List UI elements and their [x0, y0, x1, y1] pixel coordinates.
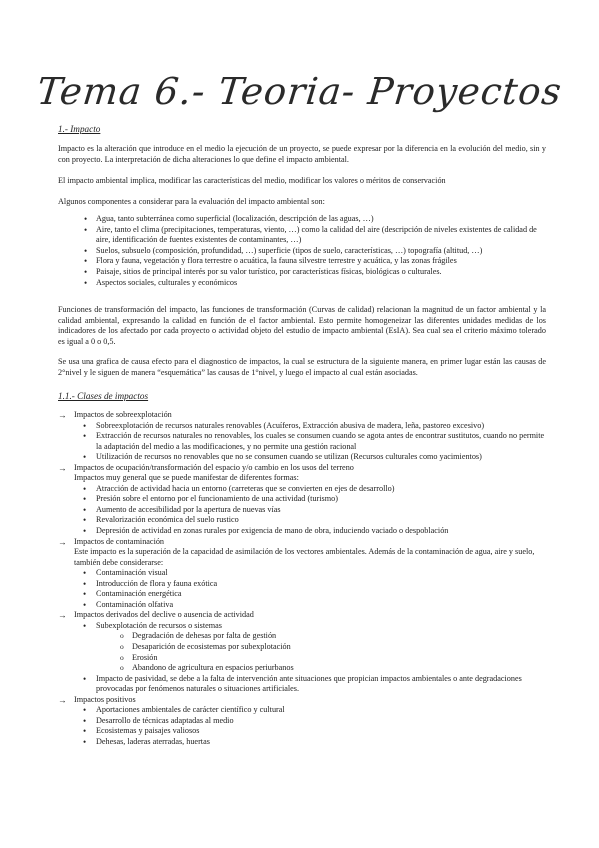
list-item: • Agua, tanto subterránea como superficial (localización, descripción de las aguas, …) — [58, 214, 546, 225]
list-item: • Contaminación visual — [74, 568, 548, 579]
paragraph-impacto-definicion: Impacto es la alteración que introduce en el medio la ejecución de un proyecto, se puede expresar por la diferencia en la evolución del medio, sin y con proyecto. La interpretación de dicha alteraciones lo que define el impacto ambiental. — [58, 144, 546, 164]
impact-group-note: Impactos muy general que se puede manifestar de diferentes formas: — [74, 473, 299, 483]
paragraph-impacto-implica: El impacto ambiental implica, modificar las características del medio, modificar los valores o méritos de conservación — [58, 176, 446, 185]
list-item: • Depresión de actividad en zonas rurales por exigencia de mano de obra, induciendo vaciado o despoblación — [74, 526, 548, 537]
list-item: • Sobreexplotación de recursos naturales renovables (Acuíferos, Extracción abusiva de madera, leña, pastoreo excesivo) — [74, 421, 548, 432]
list-item: • Presión sobre el entorno por el funcionamiento de una actividad (turismo) — [74, 494, 548, 505]
list-item: • Aportaciones ambientales de carácter científico y cultural — [74, 705, 548, 716]
componentes-list — [58, 214, 546, 288]
list-item: • Contaminación energética — [74, 589, 548, 600]
list-item: • Utilización de recursos no renovables que no se consumen cuando se utilizan (Recursos culturales como yacimientos) — [74, 452, 548, 463]
impact-group-label: Impactos de sobreexplotación — [74, 410, 172, 419]
arrow-icon: → — [58, 536, 67, 547]
sub-list-item: o Desaparición de ecosistemas por subexplotación — [96, 642, 548, 653]
impact-group — [58, 463, 548, 537]
impact-group — [58, 410, 548, 463]
list-item: • Paisaje, sitios de principal interés por su valor turístico, por características físicas, biológicas o culturales. — [58, 267, 546, 278]
list-item: • Revalorización económica del suelo rustico — [74, 515, 548, 526]
sub-list-item: o Erosión — [96, 653, 548, 664]
list-item: • Introducción de flora y fauna exótica — [74, 579, 548, 590]
impact-group — [58, 610, 548, 694]
list-item: • Aspectos sociales, culturales y económicos — [58, 278, 546, 289]
list-item: • Atracción de actividad hacia un entorno (carreteras que se convierten en ejes de desarrollo) — [74, 484, 548, 495]
list-item: • Ecosistemas y paisajes valiosos — [74, 726, 548, 737]
impact-group-note: Este impacto es la superación de la capacidad de asimilación de los vectores ambientales. Además de la contaminación de agua, aire y suelo, también debe considerarse: — [74, 547, 535, 567]
impact-group-label: Impactos de ocupación/transformación del espacio y/o cambio en los usos del terreno — [74, 462, 354, 472]
list-item: • Suelos, subsuelo (composición, profundidad, …) superficie (tipos de suelo, características, …) topografía (altitud, …) — [58, 246, 546, 257]
paragraph-causa-efecto: Se usa una grafica de causa efecto para el diagnostico de impactos, la cual se estructura de la siguiente manera, en primer lugar están las causas de 2°nivel y le siguen de manera “esquemática” las causas de 1°nivel, y luego el impacto al cual están asociadas. — [58, 357, 546, 377]
arrow-icon: → — [58, 610, 67, 621]
list-item: • Extracción de recursos naturales no renovables, los cuales se consumen cuando se agota antes de encontrar sustitutos, cuando no permite la adaptación del medio a las modificaciones, y no permite una gestión racional — [74, 431, 548, 452]
section-heading-clases: 1.1.- Clases de impactos — [58, 391, 149, 401]
list-item: • Impacto de pasividad, se debe a la falta de intervención ante situaciones que propician impactos ambientales o ante degradaciones provocadas por fenómenos naturales o situaciones artificiales. — [74, 674, 548, 695]
arrow-icon: → — [58, 694, 67, 705]
paragraph-funciones-transformacion: Funciones de transformación del impacto, las funciones de transformación (Curvas de calidad) relacionan la magnitud de un factor ambiental y la calidad ambiental, expresando la calidad en función de el factor ambiental. Esto permite homogeneizar las diferentes unidades medidas de los indicadores de los afectado por cada proyecto o actividad objeto del estudio de impacto ambiental (EsIA). Sea cual sea el criterio máximo tolerado es igual a 0 o 0,5. — [58, 305, 546, 346]
paragraph-componentes-intro: Algunos componentes a considerar para la evaluación del impacto ambiental son: — [58, 197, 325, 206]
list-item — [74, 621, 548, 674]
list-item: • Dehesas, laderas aterradas, huertas — [74, 737, 548, 748]
list-item: • Aumento de accesibilidad por la apertura de nuevas vías — [74, 505, 548, 516]
arrow-icon: → — [58, 462, 67, 473]
sub-list-item: o Abandono de agricultura en espacios periurbanos — [96, 663, 548, 674]
page-title: Tema 6.- Teoria- Proyectos — [34, 70, 565, 113]
section-heading-impacto: 1.- Impacto — [58, 124, 101, 134]
impact-group-label: Impactos derivados del declive o ausencia de actividad — [74, 610, 254, 620]
list-item: • Contaminación olfativa — [74, 600, 548, 611]
arrow-icon: → — [58, 410, 67, 420]
clases-impactos-tree — [58, 410, 548, 748]
list-item: • Flora y fauna, vegetación y flora terrestre o acuática, la fauna silvestre terrestre y acuática, y las zonas frágiles — [58, 256, 546, 267]
impact-group — [58, 695, 548, 748]
list-item: • Aire, tanto el clima (precipitaciones, temperaturas, viento, …) como la calidad del aire (descripción de niveles existentes de calidad de aire, identificación de fuentes existentes de contaminantes, …) — [58, 225, 546, 246]
list-item-text: Subexplotación de recursos o sistemas — [96, 620, 222, 630]
sub-list-item: o Degradación de dehesas por falta de gestión — [96, 631, 548, 642]
list-item: • Desarrollo de técnicas adaptadas al medio — [74, 716, 548, 727]
impact-group-label: Impactos de contaminación — [74, 536, 165, 546]
impact-group — [58, 537, 548, 611]
impact-group-label: Impactos positivos — [74, 694, 136, 704]
